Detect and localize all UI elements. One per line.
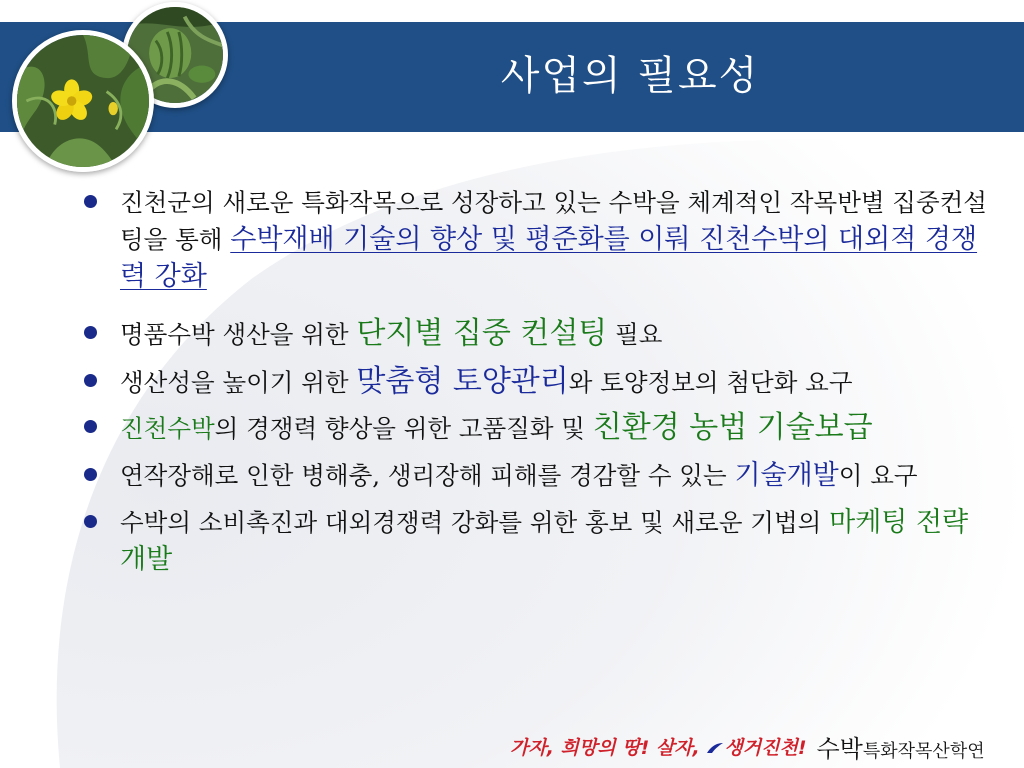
bullet-item	[84, 504, 994, 578]
bullet-text: 이 요구	[838, 461, 918, 490]
bullet-item	[84, 457, 994, 494]
bullet-dot-icon	[84, 326, 97, 339]
watermelon-flower-image	[17, 35, 149, 167]
bullet-text: 진천군의 새로운 특화작목으로 성장하고 있는 수박을 체계적인 작목반별 집중컨설팅을 통해	[120, 188, 987, 254]
swoosh-icon	[706, 742, 724, 754]
bullet-text: 명품수박 생산을 위한	[120, 320, 357, 349]
bullet-highlight: 맞춤형 토양관리	[356, 364, 569, 399]
footer-org-main: 수박	[816, 734, 863, 763]
footer-org-sub: 특화작목산학연	[862, 740, 985, 762]
bullet-dot-icon	[84, 420, 97, 433]
bullet-text: 의 경쟁력 향상을 위한 고품질화 및	[214, 414, 593, 443]
footer-organization	[817, 729, 985, 764]
bullet-item	[84, 363, 994, 401]
bullet-highlight: 단지별 집중 컨설팅	[356, 316, 608, 351]
bullet-dot-icon	[84, 195, 97, 208]
bullet-highlight: 기술개발	[734, 460, 839, 491]
watermelon-flower-photo	[12, 30, 154, 172]
bullet-dot-icon	[84, 374, 97, 387]
bullet-item	[84, 184, 994, 295]
slide-title: 사업의 필요성	[500, 53, 760, 99]
bullet-highlight: 진천수박	[120, 414, 215, 443]
bullet-text: 생산성을 높이기 위한	[120, 368, 357, 397]
bullet-dot-icon	[84, 515, 97, 528]
bullet-highlight: 수박재배 기술의 향상 및 평준화를 이뤄 진천수박의 대외적 경쟁력 강화	[120, 224, 978, 292]
bullet-list	[84, 184, 994, 578]
bullet-highlight: 친환경 농법 기술보급	[592, 410, 873, 445]
footer	[510, 728, 985, 764]
slogan-part-2: 생거진천!	[724, 736, 807, 759]
bullet-text: 연작장해로 인한 병해충, 생리장해 피해를 경감할 수 있는	[120, 461, 735, 490]
slogan-part-1: 가자, 희망의 땅! 살자,	[510, 736, 707, 759]
bullet-item	[84, 409, 994, 447]
bullet-text: 수박의 소비촉진과 대외경쟁력 강화를 위한 홍보 및 새로운 기법의	[120, 508, 830, 537]
bullet-dot-icon	[84, 468, 97, 481]
bullet-text: 필요	[607, 320, 663, 349]
bullet-text: 와 토양정보의 첨단화 요구	[568, 368, 853, 397]
slogan	[510, 733, 807, 760]
bullet-item	[84, 315, 994, 353]
bullet-highlight: 마케팅 전략 개발	[120, 507, 969, 575]
